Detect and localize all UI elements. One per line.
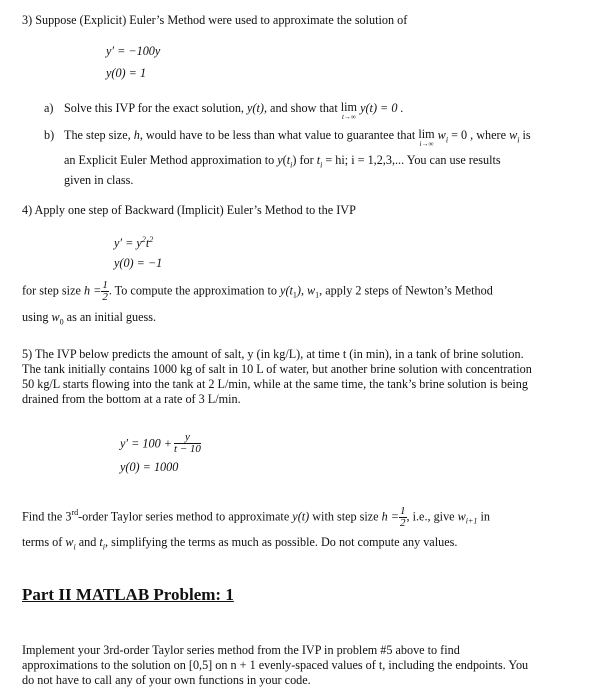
p5-task-line2: terms of $w_i$ and $t_i$, simplifying the terms as much as possible. Do not compute any values. [22, 535, 458, 552]
p5-equation-initial: y(0) = 1000 [120, 460, 179, 474]
p5-line-2: The tank initially contains 1000 kg of salt in 10 L of water, but another brine solution with concentration [22, 362, 532, 376]
p3-b-text-line3: given in class. [64, 173, 134, 187]
p3-b-text: The step size, h, would have to be less than what value to guarantee that lim i→∞ $w_i = 0$ , where $w_i$ is [64, 127, 531, 149]
p4-equation-ode: $y' = y^2t^2$ [114, 235, 154, 251]
p4-text-line2: using $w_0$ as an initial guess. [22, 310, 157, 327]
p3-b-label: b) [44, 128, 55, 142]
problem-4-title: 4) Apply one step of Backward (Implicit) Euler’s Method to the IVP [22, 203, 356, 217]
p4-text-line1: for step size h = $\frac{1}{2}$ . To compute the approximation to $y(t_1)$, $w_1$, apply 2 steps of Newton’s Method [22, 279, 493, 303]
p5-line-1: 5) The IVP below predicts the amount of salt, y (in kg/L), at time t (in min), in a tank of brine solution. [22, 347, 524, 361]
p5-line-3: 50 kg/L starts flowing into the tank at 2 L/min, while at the same time, the tank’s brine solution is being [22, 377, 528, 391]
p3-a-label: a) [44, 101, 54, 115]
problem-3-title: 3) Suppose (Explicit) Euler’s Method were used to approximate the solution of [22, 13, 408, 27]
part-2-heading: Part II MATLAB Problem: 1 [22, 585, 234, 604]
p5-task-line1: Find the 3rd-order Taylor series method to approximate y(t) with step size h = $\frac{1}{2}$ , i.e., give $w_{i+1}$ in [22, 505, 490, 529]
p3-equation-ode: y′ = −100y [106, 44, 161, 58]
p3-equation-initial: y(0) = 1 [106, 66, 147, 80]
p5-equation-ode: y′ = 100 + $\frac{y}{t - 10}$ [120, 431, 201, 455]
p3-a-text: Solve this IVP for the exact solution, y(t), and show that lim t→∞ y(t) = 0 . [64, 100, 404, 122]
part-2-line-2: approximations to the solution on [0,5] on n + 1 evenly-spaced values of t, including the endpoints. You [22, 658, 529, 672]
part-2-line-3: do not have to call any of your own functions in your code. [22, 673, 311, 687]
p3-b-text-line2: an Explicit Euler Method approximation to $y(t_i)$ for $t_i$ = hi; i = 1,2,3,... You can use results [64, 153, 501, 170]
p4-equation-initial: y(0) = −1 [114, 256, 163, 270]
part-2-line-1: Implement your 3rd-order Taylor series method from the IVP in problem #5 above to find [22, 643, 460, 657]
p5-line-4: drained from the bottom at a rate of 3 L/min. [22, 392, 241, 406]
